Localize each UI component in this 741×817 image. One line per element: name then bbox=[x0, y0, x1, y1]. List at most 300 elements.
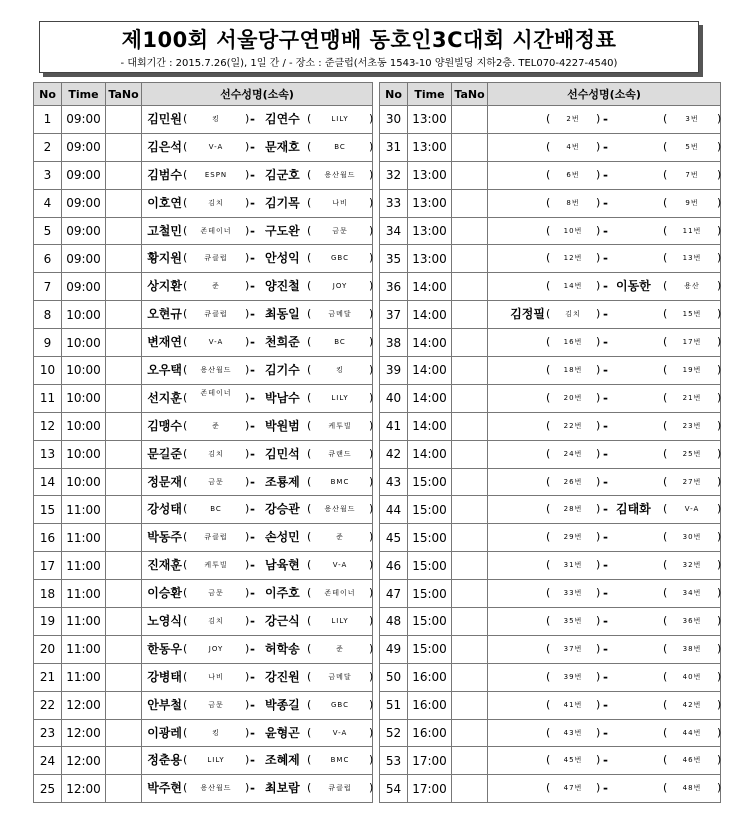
match-no: 9 bbox=[34, 329, 62, 357]
player2-club: BC bbox=[334, 338, 346, 347]
match-no: 47 bbox=[380, 580, 408, 608]
player1-name: 상지환 bbox=[147, 279, 182, 294]
schedule-body-right bbox=[380, 106, 721, 803]
paren-close: ) bbox=[245, 753, 250, 767]
player2-club: 13번 bbox=[682, 254, 702, 263]
player1-club: ESPN bbox=[204, 170, 228, 179]
paren-open: ( bbox=[307, 697, 312, 711]
player2-name: 남육현 bbox=[265, 558, 300, 573]
table-no bbox=[452, 635, 488, 663]
table-no bbox=[452, 608, 488, 636]
player1-club: 케투빌 bbox=[204, 561, 228, 570]
player2-club: 큐랜드 bbox=[328, 449, 352, 458]
versus-dash: - bbox=[603, 251, 608, 266]
player1-name: 이광레 bbox=[147, 725, 182, 740]
table-row bbox=[380, 635, 721, 663]
table-no bbox=[452, 496, 488, 524]
versus-dash: - bbox=[603, 781, 608, 796]
player1-club: 킹 bbox=[212, 115, 220, 123]
paren-open: ( bbox=[663, 251, 668, 265]
player2-club: 준 bbox=[336, 533, 344, 542]
versus-dash: - bbox=[603, 725, 608, 740]
paren-close: ) bbox=[369, 725, 374, 739]
table-row bbox=[380, 384, 721, 412]
paren-open: ( bbox=[183, 697, 188, 711]
player2-club: 23번 bbox=[682, 421, 702, 430]
paren-open: ( bbox=[663, 753, 668, 767]
player1-club: 10번 bbox=[563, 226, 583, 235]
player2-club: 25번 bbox=[682, 449, 702, 458]
player1-club: 37번 bbox=[563, 644, 583, 653]
match-no: 53 bbox=[380, 747, 408, 775]
versus-dash: - bbox=[250, 195, 255, 210]
match-no: 50 bbox=[380, 663, 408, 691]
player1-club: 41번 bbox=[563, 700, 583, 709]
paren-open: ( bbox=[663, 223, 668, 237]
paren-open: ( bbox=[663, 418, 668, 432]
player2-name: 박원범 bbox=[265, 418, 300, 433]
paren-close: ) bbox=[596, 167, 601, 181]
table-row bbox=[34, 635, 373, 663]
paren-open: ( bbox=[183, 446, 188, 460]
match-time: 09:00 bbox=[62, 133, 106, 161]
player1-club: 43번 bbox=[563, 728, 583, 737]
table-no bbox=[106, 635, 142, 663]
match-time: 15:00 bbox=[408, 524, 452, 552]
versus-dash: - bbox=[250, 697, 255, 712]
schedule-table-left bbox=[33, 82, 373, 803]
schedule-body-left bbox=[34, 106, 373, 803]
player1-name: 김정필 bbox=[510, 307, 545, 322]
match-time: 13:00 bbox=[408, 133, 452, 161]
versus-dash: - bbox=[603, 641, 608, 656]
player2-club: BMC bbox=[330, 756, 350, 765]
paren-close: ) bbox=[369, 781, 374, 795]
player1-name: 한동우 bbox=[147, 641, 182, 656]
player2-name: 김태화 bbox=[616, 502, 651, 517]
table-row bbox=[34, 691, 373, 719]
table-no bbox=[106, 663, 142, 691]
player2-club: LILY bbox=[331, 115, 349, 123]
paren-open: ( bbox=[183, 586, 188, 600]
player1-name: 문길준 bbox=[147, 446, 182, 461]
paren-close: ) bbox=[596, 669, 601, 683]
paren-close: ) bbox=[596, 279, 601, 293]
match-cell bbox=[142, 608, 373, 636]
player2-club: 27번 bbox=[682, 477, 702, 486]
match-cell bbox=[488, 775, 721, 803]
versus-dash: - bbox=[250, 223, 255, 238]
paren-open: ( bbox=[546, 530, 551, 544]
paren-close: ) bbox=[369, 279, 374, 293]
table-no bbox=[452, 133, 488, 161]
paren-open: ( bbox=[663, 614, 668, 628]
match-time: 10:00 bbox=[62, 301, 106, 329]
match-cell bbox=[142, 301, 373, 329]
paren-open: ( bbox=[546, 223, 551, 237]
paren-close: ) bbox=[596, 558, 601, 572]
col-header-time: Time bbox=[408, 83, 452, 106]
versus-dash: - bbox=[250, 502, 255, 517]
paren-close: ) bbox=[245, 725, 250, 739]
match-no: 39 bbox=[380, 357, 408, 385]
player2-name: 김연수 bbox=[265, 112, 300, 126]
paren-close: ) bbox=[245, 641, 250, 655]
player1-name: 이호연 bbox=[147, 195, 182, 210]
paren-close: ) bbox=[369, 641, 374, 655]
table-row bbox=[34, 524, 373, 552]
paren-open: ( bbox=[546, 669, 551, 683]
player1-name: 김맹수 bbox=[147, 418, 182, 433]
versus-dash: - bbox=[603, 697, 608, 712]
paren-close: ) bbox=[245, 474, 250, 488]
table-no bbox=[452, 468, 488, 496]
paren-open: ( bbox=[546, 279, 551, 293]
paren-open: ( bbox=[183, 502, 188, 516]
match-no: 45 bbox=[380, 524, 408, 552]
match-time: 11:00 bbox=[62, 608, 106, 636]
player2-club: 용산 bbox=[684, 282, 700, 291]
versus-dash: - bbox=[603, 167, 608, 182]
table-row bbox=[34, 440, 373, 468]
table-no bbox=[106, 552, 142, 580]
paren-close: ) bbox=[717, 669, 722, 683]
match-cell bbox=[142, 217, 373, 245]
player1-club: 24번 bbox=[563, 449, 583, 458]
paren-open: ( bbox=[183, 669, 188, 683]
paren-open: ( bbox=[183, 781, 188, 795]
paren-close: ) bbox=[369, 363, 374, 377]
paren-open: ( bbox=[183, 725, 188, 739]
match-cell bbox=[142, 133, 373, 161]
player2-club: 32번 bbox=[682, 561, 702, 570]
table-row bbox=[380, 329, 721, 357]
versus-dash: - bbox=[603, 586, 608, 601]
player1-club: 22번 bbox=[563, 421, 583, 430]
paren-open: ( bbox=[307, 335, 312, 349]
match-time: 09:00 bbox=[62, 161, 106, 189]
table-row bbox=[34, 357, 373, 385]
match-cell bbox=[488, 747, 721, 775]
versus-dash: - bbox=[603, 363, 608, 378]
player1-club: 31번 bbox=[563, 561, 583, 570]
table-row bbox=[380, 412, 721, 440]
player2-club: 34번 bbox=[682, 589, 702, 598]
match-cell bbox=[142, 580, 373, 608]
paren-close: ) bbox=[596, 697, 601, 711]
player2-club: 46번 bbox=[682, 756, 702, 765]
versus-dash: - bbox=[603, 558, 608, 573]
table-no bbox=[452, 524, 488, 552]
match-cell bbox=[142, 245, 373, 273]
table-row bbox=[34, 106, 373, 134]
match-no: 30 bbox=[380, 106, 408, 134]
match-no: 41 bbox=[380, 412, 408, 440]
player1-club: 47번 bbox=[563, 784, 583, 793]
table-row bbox=[34, 217, 373, 245]
page-title: 제100회 서울당구연맹배 동호인3C대회 시간배정표 bbox=[121, 28, 617, 52]
paren-open: ( bbox=[546, 474, 551, 488]
table-row bbox=[380, 273, 721, 301]
page-subtitle: - 대회기간 : 2015.7.26(일), 1일 간 / - 장소 : 준클럽(서초동 1543-10 양원빌딩 지하2층. TEL070-4227-4540) bbox=[120, 58, 618, 69]
versus-dash: - bbox=[250, 641, 255, 656]
table-row bbox=[34, 133, 373, 161]
paren-close: ) bbox=[717, 307, 722, 321]
player1-name: 김은석 bbox=[147, 139, 182, 154]
paren-close: ) bbox=[596, 530, 601, 544]
player1-club: V-A bbox=[208, 338, 224, 347]
col-header-players: 선수성명(소속) bbox=[142, 83, 373, 106]
paren-close: ) bbox=[369, 697, 374, 711]
match-time: 14:00 bbox=[408, 412, 452, 440]
player2-club: 금문 bbox=[332, 226, 348, 235]
player2-club: 11번 bbox=[682, 226, 702, 235]
player1-name: 안부철 bbox=[147, 697, 182, 712]
table-row bbox=[380, 580, 721, 608]
paren-open: ( bbox=[546, 725, 551, 739]
player1-club: 킹 bbox=[212, 728, 220, 737]
paren-close: ) bbox=[717, 335, 722, 349]
match-no: 31 bbox=[380, 133, 408, 161]
table-row bbox=[34, 775, 373, 803]
paren-close: ) bbox=[596, 586, 601, 600]
paren-close: ) bbox=[369, 418, 374, 432]
player2-club: 케투빌 bbox=[328, 421, 352, 430]
player1-club: 33번 bbox=[563, 589, 583, 598]
paren-open: ( bbox=[663, 390, 668, 404]
table-no bbox=[106, 329, 142, 357]
player2-club: 44번 bbox=[682, 728, 702, 737]
paren-close: ) bbox=[245, 418, 250, 432]
paren-open: ( bbox=[663, 195, 668, 209]
match-cell bbox=[488, 273, 721, 301]
player1-name: 박동주 bbox=[147, 530, 182, 545]
paren-open: ( bbox=[307, 753, 312, 767]
match-no: 38 bbox=[380, 329, 408, 357]
paren-open: ( bbox=[183, 112, 188, 125]
match-no: 18 bbox=[34, 580, 62, 608]
paren-close: ) bbox=[717, 586, 722, 600]
paren-close: ) bbox=[369, 446, 374, 460]
paren-open: ( bbox=[663, 112, 668, 125]
match-no: 11 bbox=[34, 384, 62, 412]
player1-club: 금문 bbox=[208, 589, 224, 598]
title-box bbox=[39, 21, 699, 73]
player2-name: 강진원 bbox=[265, 669, 300, 684]
match-time: 12:00 bbox=[62, 775, 106, 803]
match-cell bbox=[488, 384, 721, 412]
col-header-no: No bbox=[380, 83, 408, 106]
player1-club: 큐클럽 bbox=[204, 310, 228, 319]
match-no: 36 bbox=[380, 273, 408, 301]
paren-close: ) bbox=[369, 586, 374, 600]
paren-open: ( bbox=[307, 725, 312, 739]
player1-name: 강병태 bbox=[147, 669, 182, 684]
versus-dash: - bbox=[603, 195, 608, 210]
versus-dash: - bbox=[250, 781, 255, 796]
match-no: 43 bbox=[380, 468, 408, 496]
player1-club: 존테이너 bbox=[200, 388, 232, 397]
table-row bbox=[380, 468, 721, 496]
table-row bbox=[34, 189, 373, 217]
player2-name: 김기목 bbox=[265, 195, 300, 210]
versus-dash: - bbox=[250, 586, 255, 601]
match-cell bbox=[488, 329, 721, 357]
match-cell bbox=[142, 747, 373, 775]
match-no: 37 bbox=[380, 301, 408, 329]
table-no bbox=[106, 775, 142, 803]
match-cell bbox=[488, 524, 721, 552]
paren-open: ( bbox=[663, 697, 668, 711]
paren-open: ( bbox=[307, 641, 312, 655]
paren-close: ) bbox=[717, 558, 722, 572]
player1-club: 12번 bbox=[563, 254, 583, 263]
paren-close: ) bbox=[245, 307, 250, 321]
table-no bbox=[452, 384, 488, 412]
match-no: 17 bbox=[34, 552, 62, 580]
match-no: 42 bbox=[380, 440, 408, 468]
match-cell bbox=[488, 635, 721, 663]
paren-close: ) bbox=[596, 139, 601, 153]
versus-dash: - bbox=[603, 669, 608, 684]
match-time: 10:00 bbox=[62, 384, 106, 412]
match-no: 12 bbox=[34, 412, 62, 440]
paren-close: ) bbox=[245, 697, 250, 711]
player2-club: 5번 bbox=[685, 142, 699, 151]
player1-club: 18번 bbox=[563, 366, 583, 375]
paren-open: ( bbox=[546, 502, 551, 516]
paren-close: ) bbox=[369, 614, 374, 628]
player1-name: 오우택 bbox=[147, 363, 182, 378]
versus-dash: - bbox=[603, 279, 608, 294]
match-time: 09:00 bbox=[62, 106, 106, 134]
match-cell bbox=[142, 412, 373, 440]
player1-club: 26번 bbox=[563, 477, 583, 486]
paren-open: ( bbox=[183, 307, 188, 321]
player1-name: 고철민 bbox=[147, 223, 182, 238]
table-no bbox=[452, 106, 488, 134]
paren-close: ) bbox=[245, 279, 250, 293]
match-cell bbox=[488, 301, 721, 329]
paren-open: ( bbox=[546, 781, 551, 795]
match-time: 10:00 bbox=[62, 357, 106, 385]
match-no: 2 bbox=[34, 133, 62, 161]
table-row bbox=[380, 496, 721, 524]
match-time: 14:00 bbox=[408, 357, 452, 385]
match-time: 14:00 bbox=[408, 329, 452, 357]
player1-club: 큐클럽 bbox=[204, 254, 228, 263]
paren-close: ) bbox=[369, 223, 374, 237]
player1-name: 오현규 bbox=[147, 307, 182, 322]
paren-open: ( bbox=[663, 474, 668, 488]
player1-club: 준 bbox=[212, 282, 220, 291]
player2-name: 조혜제 bbox=[265, 753, 300, 768]
paren-close: ) bbox=[717, 530, 722, 544]
match-cell bbox=[488, 608, 721, 636]
player2-name: 윤형곤 bbox=[265, 725, 300, 740]
paren-open: ( bbox=[546, 139, 551, 153]
table-header-row bbox=[34, 83, 373, 106]
table-row bbox=[380, 189, 721, 217]
player2-club: 용산월드 bbox=[324, 170, 356, 179]
match-no: 33 bbox=[380, 189, 408, 217]
match-cell bbox=[488, 106, 721, 134]
paren-open: ( bbox=[663, 558, 668, 572]
match-no: 4 bbox=[34, 189, 62, 217]
versus-dash: - bbox=[603, 223, 608, 238]
match-cell bbox=[488, 133, 721, 161]
paren-close: ) bbox=[369, 335, 374, 349]
player1-name: 진재훈 bbox=[147, 558, 182, 573]
player1-club: 준 bbox=[212, 421, 220, 430]
paren-close: ) bbox=[717, 223, 722, 237]
paren-close: ) bbox=[717, 279, 722, 293]
match-time: 13:00 bbox=[408, 245, 452, 273]
match-time: 14:00 bbox=[408, 273, 452, 301]
table-row bbox=[34, 663, 373, 691]
paren-close: ) bbox=[369, 753, 374, 767]
paren-open: ( bbox=[307, 167, 312, 181]
paren-open: ( bbox=[546, 697, 551, 711]
versus-dash: - bbox=[250, 669, 255, 684]
versus-dash: - bbox=[603, 614, 608, 629]
match-time: 09:00 bbox=[62, 245, 106, 273]
paren-open: ( bbox=[183, 195, 188, 209]
paren-open: ( bbox=[183, 335, 188, 349]
paren-open: ( bbox=[307, 112, 312, 125]
match-time: 15:00 bbox=[408, 580, 452, 608]
table-row bbox=[34, 329, 373, 357]
table-row bbox=[34, 496, 373, 524]
paren-close: ) bbox=[369, 390, 374, 404]
paren-open: ( bbox=[546, 307, 551, 321]
player2-club: LILY bbox=[331, 393, 349, 402]
paren-open: ( bbox=[183, 753, 188, 767]
table-row bbox=[34, 747, 373, 775]
paren-close: ) bbox=[369, 251, 374, 265]
match-time: 15:00 bbox=[408, 496, 452, 524]
match-cell bbox=[488, 161, 721, 189]
player1-club: 14번 bbox=[563, 282, 583, 291]
paren-close: ) bbox=[596, 363, 601, 377]
player1-name: 변재연 bbox=[147, 335, 182, 350]
versus-dash: - bbox=[603, 139, 608, 154]
match-no: 3 bbox=[34, 161, 62, 189]
match-cell bbox=[142, 775, 373, 803]
paren-open: ( bbox=[183, 558, 188, 572]
match-cell bbox=[488, 217, 721, 245]
match-no: 32 bbox=[380, 161, 408, 189]
paren-close: ) bbox=[596, 335, 601, 349]
match-cell bbox=[488, 245, 721, 273]
match-time: 17:00 bbox=[408, 747, 452, 775]
match-no: 34 bbox=[380, 217, 408, 245]
player2-club: 9번 bbox=[685, 198, 699, 207]
paren-open: ( bbox=[183, 530, 188, 544]
match-no: 6 bbox=[34, 245, 62, 273]
paren-close: ) bbox=[717, 502, 722, 516]
match-no: 5 bbox=[34, 217, 62, 245]
player1-club: 나비 bbox=[208, 672, 224, 681]
paren-close: ) bbox=[245, 781, 250, 795]
match-time: 14:00 bbox=[408, 440, 452, 468]
versus-dash: - bbox=[250, 279, 255, 294]
paren-open: ( bbox=[307, 502, 312, 516]
match-no: 35 bbox=[380, 245, 408, 273]
player1-club: 존테이너 bbox=[200, 226, 232, 235]
paren-close: ) bbox=[245, 446, 250, 460]
match-cell bbox=[142, 691, 373, 719]
